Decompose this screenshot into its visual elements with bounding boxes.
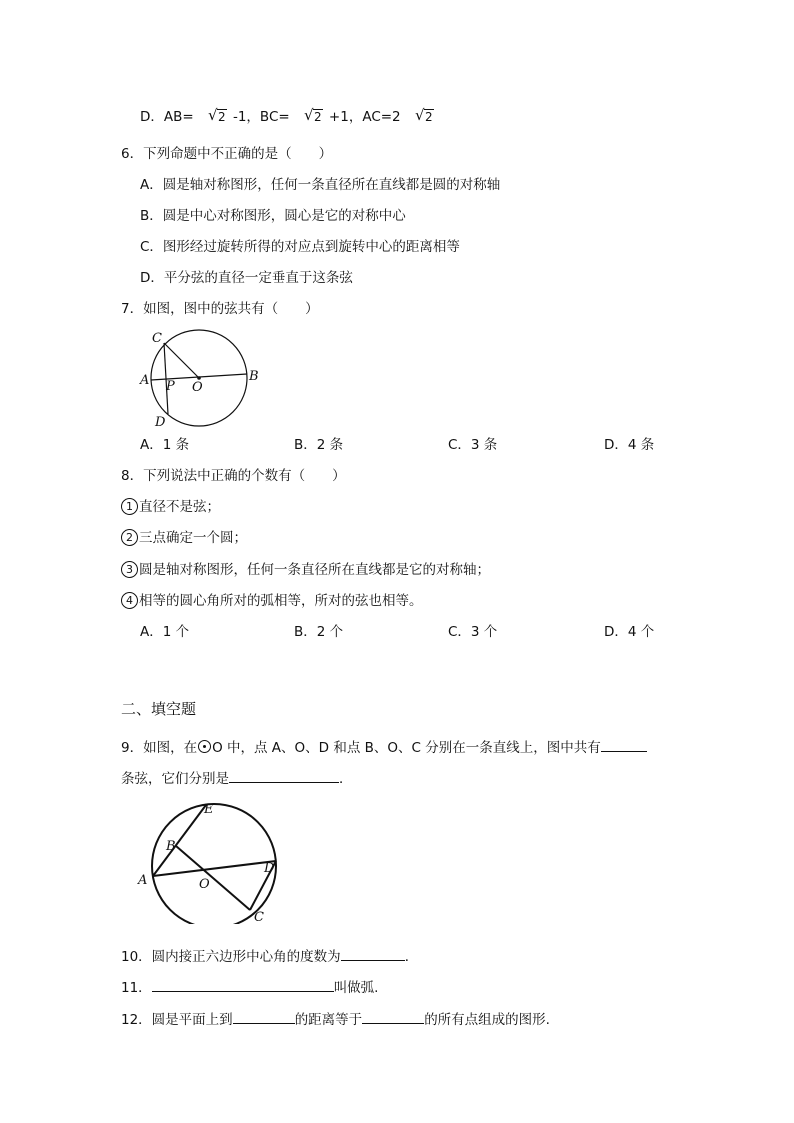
q7-label-o: O [192,380,203,395]
q7-label-p: P [166,379,175,394]
q8-option-d: D．4 个 [604,624,655,640]
q9-label-a: A [138,873,148,888]
q9-label-b: B [166,839,176,854]
q9-stem-line1: 9．如图，在 O 中，点 A、O、D 和点 B、O、C 分别在一条直线上，图中共有 [121,737,647,757]
sqrt-2-third: √ 2 [414,106,433,124]
q10-stem: 10．圆内接正六边形中心角的度数为 ． [121,946,418,966]
q8-option-a: A．1 个 [140,624,190,640]
section-fill-in-title: 二、填空题 [121,700,197,718]
q9-segment-bc [176,846,250,910]
q6-option-a: A．圆是轴对称图形，任何一条直径所在直线都是圆的对称轴 [140,177,501,193]
q7-stem: 7．如图，图中的弦共有（ ） [121,301,319,317]
q10-blank [341,946,405,961]
q9-label-d: D [264,861,275,876]
circle-dot-symbol [198,740,211,753]
q7-circle-figure [132,326,262,432]
q8-item-3: 3 圆是轴对称图形，任何一条直径所在直线都是它的对称轴； [121,561,490,579]
q12-stem: 12．圆是平面上到 的距离等于 的所有点组成的图形. [121,1009,550,1029]
q9-circle-figure [134,798,284,924]
q7-label-d: D [155,415,166,430]
q9-label-c: C [254,910,264,924]
q8-item-4: 4 相等的圆心角所对的弧相等，所对的弦也相等。 [121,592,423,610]
q8-stem: 8．下列说法中正确的个数有（ ） [121,468,346,484]
q8-option-c: C．3 个 [448,624,498,640]
q7-segment-co [164,343,199,378]
q6-option-d: D．平分弦的直径一定垂直于这条弦 [140,270,353,286]
q6-option-b: B．圆是中心对称图形，圆心是它的对称中心 [140,208,406,224]
sqrt-2-first: √ 2 [208,106,226,124]
q7-label-c: C [152,331,162,346]
q8-option-b: B．2 个 [294,624,344,640]
sqrt-2-second: √ 2 [303,106,322,124]
q7-label-b: B [249,369,259,384]
q12-blank-1 [233,1009,295,1024]
q6-option-c: C．图形经过旋转所得的对应点到旋转中心的距离相等 [140,239,460,255]
q9-label-e: E [204,802,214,817]
q11-stem: 11． 叫做弧. [121,977,378,997]
q7-option-c: C．3 条 [448,437,498,453]
q8-item-1: 1 直径不是弦； [121,498,220,516]
q7-option-d: D．4 条 [604,437,655,453]
q7-option-b: B．2 条 [294,437,344,453]
q9-label-o: O [199,877,210,892]
q7-option-a: A．1 条 [140,437,190,453]
q12-blank-2 [362,1009,424,1024]
q9-blank-chords [229,768,339,783]
q8-item-2: 2 三点确定一个圆； [121,529,247,547]
q5-option-d: D．AB= √ 2 -1，BC= √ 2 +1，AC=2 √ 2 [140,106,433,125]
q9-blank-count [601,737,647,752]
q6-stem: 6．下列命题中不正确的是（ ） [121,146,333,162]
q7-label-a: A [140,373,150,388]
q9-diameter-ad [153,861,276,876]
q11-blank [152,977,334,992]
q9-stem-line2: 条弦，它们分别是 ． [121,768,353,788]
